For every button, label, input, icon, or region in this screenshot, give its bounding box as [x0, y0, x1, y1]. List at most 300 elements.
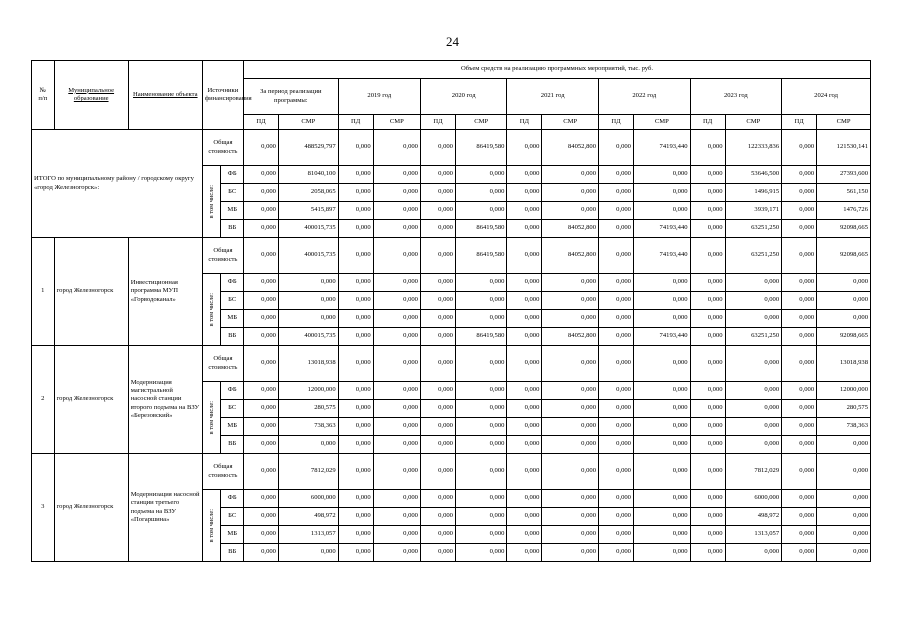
value-pd: 0,000 [782, 166, 817, 184]
value-pd: 0,000 [243, 238, 278, 274]
value-pd: 0,000 [243, 220, 278, 238]
subheader-smr: СМР [455, 115, 506, 130]
object-name: Модернизация магистральной насосной станции второго подъема на ВЗУ «Березовский» [128, 346, 202, 454]
value-smr: 86419,580 [455, 130, 506, 166]
value-pd: 0,000 [782, 292, 817, 310]
value-pd: 0,000 [782, 328, 817, 346]
value-pd: 0,000 [599, 328, 634, 346]
table-row [32, 346, 871, 382]
value-smr: 0,000 [373, 274, 420, 292]
subheader-smr: СМР [725, 115, 782, 130]
value-pd: 0,000 [782, 436, 817, 454]
value-smr: 0,000 [725, 400, 782, 418]
value-smr: 0,000 [455, 526, 506, 544]
value-pd: 0,000 [690, 508, 725, 526]
total-cost-label: Общая стоимость [202, 454, 243, 490]
value-pd: 0,000 [690, 292, 725, 310]
value-smr: 0,000 [455, 544, 506, 562]
source-code: ФБ [221, 274, 244, 292]
value-pd: 0,000 [507, 418, 542, 436]
col-header-volume: Объем средств на реализацию программных мероприятий, тыс. руб. [243, 61, 870, 79]
value-pd: 0,000 [690, 238, 725, 274]
value-smr: 0,000 [817, 490, 871, 508]
value-pd: 0,000 [782, 130, 817, 166]
value-smr: 0,000 [817, 526, 871, 544]
value-smr: 0,000 [373, 238, 420, 274]
value-smr: 0,000 [817, 274, 871, 292]
value-smr: 0,000 [455, 202, 506, 220]
value-smr: 0,000 [725, 310, 782, 328]
value-smr: 0,000 [373, 436, 420, 454]
value-smr: 74193,440 [633, 238, 690, 274]
value-smr: 738,363 [278, 418, 338, 436]
value-smr: 86419,580 [455, 328, 506, 346]
value-pd: 0,000 [507, 130, 542, 166]
value-pd: 0,000 [243, 508, 278, 526]
col-header-year: 2021 год [507, 79, 599, 115]
value-smr: 0,000 [817, 454, 871, 490]
value-pd: 0,000 [599, 202, 634, 220]
value-smr: 0,000 [817, 544, 871, 562]
value-smr: 0,000 [542, 310, 599, 328]
value-smr: 0,000 [542, 274, 599, 292]
value-smr: 0,000 [373, 382, 420, 400]
total-cost-label: Общая стоимость [202, 130, 243, 166]
value-pd: 0,000 [420, 310, 455, 328]
source-code: ВБ [221, 436, 244, 454]
value-pd: 0,000 [690, 454, 725, 490]
source-code: МБ [221, 418, 244, 436]
value-pd: 0,000 [338, 490, 373, 508]
value-pd: 0,000 [507, 184, 542, 202]
value-smr: 280,575 [278, 400, 338, 418]
value-pd: 0,000 [599, 130, 634, 166]
col-header-year: 2024 год [782, 79, 871, 115]
value-smr: 86419,580 [455, 220, 506, 238]
value-smr: 400015,735 [278, 220, 338, 238]
value-pd: 0,000 [599, 310, 634, 328]
value-pd: 0,000 [338, 418, 373, 436]
value-smr: 0,000 [542, 166, 599, 184]
value-smr: 0,000 [725, 436, 782, 454]
value-smr: 0,000 [633, 166, 690, 184]
value-smr: 0,000 [373, 418, 420, 436]
value-smr: 3939,171 [725, 202, 782, 220]
including-label-cell [202, 490, 221, 562]
value-smr: 0,000 [633, 418, 690, 436]
value-pd: 0,000 [599, 400, 634, 418]
value-pd: 0,000 [338, 130, 373, 166]
value-pd: 0,000 [782, 544, 817, 562]
value-pd: 0,000 [690, 130, 725, 166]
value-pd: 0,000 [690, 166, 725, 184]
subheader-pd: ПД [690, 115, 725, 130]
value-pd: 0,000 [338, 166, 373, 184]
value-smr: 498,972 [725, 508, 782, 526]
subheader-smr: СМР [278, 115, 338, 130]
value-smr: 0,000 [633, 400, 690, 418]
value-smr: 63251,250 [725, 238, 782, 274]
value-pd: 0,000 [420, 130, 455, 166]
value-pd: 0,000 [243, 544, 278, 562]
value-smr: 86419,580 [455, 238, 506, 274]
row-number: 1 [32, 238, 55, 346]
value-smr: 0,000 [373, 328, 420, 346]
value-pd: 0,000 [243, 490, 278, 508]
value-pd: 0,000 [507, 346, 542, 382]
value-smr: 92098,665 [817, 220, 871, 238]
value-smr: 0,000 [542, 400, 599, 418]
value-pd: 0,000 [338, 400, 373, 418]
value-pd: 0,000 [690, 418, 725, 436]
value-smr: 6000,000 [725, 490, 782, 508]
source-code: ФБ [221, 166, 244, 184]
value-smr: 0,000 [542, 544, 599, 562]
value-pd: 0,000 [243, 418, 278, 436]
value-smr: 7812,029 [725, 454, 782, 490]
table-row [32, 454, 871, 490]
value-pd: 0,000 [507, 220, 542, 238]
value-smr: 13018,938 [278, 346, 338, 382]
value-pd: 0,000 [690, 490, 725, 508]
value-pd: 0,000 [599, 490, 634, 508]
value-pd: 0,000 [782, 202, 817, 220]
value-pd: 0,000 [243, 328, 278, 346]
value-smr: 0,000 [373, 130, 420, 166]
value-pd: 0,000 [782, 238, 817, 274]
value-pd: 0,000 [338, 328, 373, 346]
value-pd: 0,000 [243, 382, 278, 400]
value-pd: 0,000 [420, 508, 455, 526]
value-pd: 0,000 [243, 202, 278, 220]
value-smr: 0,000 [373, 400, 420, 418]
source-code: БС [221, 508, 244, 526]
value-pd: 0,000 [420, 274, 455, 292]
value-smr: 0,000 [455, 346, 506, 382]
source-code: ВБ [221, 328, 244, 346]
including-label: в том числе: [207, 400, 215, 435]
value-smr: 84052,800 [542, 220, 599, 238]
value-smr: 2058,065 [278, 184, 338, 202]
col-header-year: 2023 год [690, 79, 782, 115]
col-header-year: 2019 год [338, 79, 420, 115]
value-pd: 0,000 [599, 346, 634, 382]
table-body [32, 130, 871, 562]
value-pd: 0,000 [243, 346, 278, 382]
value-pd: 0,000 [507, 508, 542, 526]
value-pd: 0,000 [507, 238, 542, 274]
col-header-object: Наименование объекта [128, 61, 202, 130]
value-smr: 0,000 [373, 544, 420, 562]
value-smr: 0,000 [542, 382, 599, 400]
value-pd: 0,000 [507, 490, 542, 508]
value-pd: 0,000 [420, 418, 455, 436]
value-smr: 12000,000 [817, 382, 871, 400]
value-pd: 0,000 [507, 310, 542, 328]
value-pd: 0,000 [420, 184, 455, 202]
value-pd: 0,000 [690, 436, 725, 454]
value-smr: 0,000 [542, 508, 599, 526]
including-label: в том числе: [207, 508, 215, 543]
row-number: 2 [32, 346, 55, 454]
value-smr: 0,000 [373, 184, 420, 202]
value-pd: 0,000 [690, 274, 725, 292]
value-smr: 0,000 [817, 292, 871, 310]
value-pd: 0,000 [599, 436, 634, 454]
value-smr: 0,000 [725, 274, 782, 292]
value-pd: 0,000 [420, 490, 455, 508]
value-smr: 0,000 [373, 526, 420, 544]
value-smr: 0,000 [542, 436, 599, 454]
value-smr: 92098,665 [817, 238, 871, 274]
value-smr: 6000,000 [278, 490, 338, 508]
value-smr: 0,000 [455, 274, 506, 292]
value-pd: 0,000 [507, 454, 542, 490]
municipality-name: город Железногорск [54, 454, 128, 562]
value-smr: 0,000 [455, 508, 506, 526]
value-pd: 0,000 [599, 220, 634, 238]
subheader-smr: СМР [373, 115, 420, 130]
value-smr: 0,000 [455, 454, 506, 490]
value-smr: 74193,440 [633, 130, 690, 166]
value-pd: 0,000 [338, 202, 373, 220]
value-pd: 0,000 [690, 328, 725, 346]
value-smr: 0,000 [633, 544, 690, 562]
value-pd: 0,000 [338, 238, 373, 274]
value-pd: 0,000 [420, 328, 455, 346]
value-smr: 0,000 [633, 454, 690, 490]
source-code: МБ [221, 310, 244, 328]
value-pd: 0,000 [338, 274, 373, 292]
value-pd: 0,000 [338, 310, 373, 328]
source-code: ФБ [221, 490, 244, 508]
source-code: БС [221, 400, 244, 418]
value-pd: 0,000 [420, 526, 455, 544]
value-smr: 0,000 [373, 508, 420, 526]
value-smr: 84052,800 [542, 238, 599, 274]
value-pd: 0,000 [690, 220, 725, 238]
municipality-name: город Железногорск [54, 346, 128, 454]
value-smr: 0,000 [542, 418, 599, 436]
value-smr: 738,363 [817, 418, 871, 436]
value-pd: 0,000 [599, 238, 634, 274]
value-smr: 561,150 [817, 184, 871, 202]
value-smr: 0,000 [633, 526, 690, 544]
value-smr: 0,000 [373, 490, 420, 508]
value-pd: 0,000 [338, 436, 373, 454]
value-smr: 74193,440 [633, 220, 690, 238]
value-smr: 0,000 [373, 220, 420, 238]
value-pd: 0,000 [420, 454, 455, 490]
value-smr: 0,000 [725, 292, 782, 310]
value-pd: 0,000 [782, 274, 817, 292]
value-pd: 0,000 [690, 382, 725, 400]
value-smr: 84052,800 [542, 130, 599, 166]
including-label-cell [202, 274, 221, 346]
source-code: ФБ [221, 382, 244, 400]
value-smr: 1313,057 [725, 526, 782, 544]
value-smr: 0,000 [373, 202, 420, 220]
value-smr: 0,000 [455, 490, 506, 508]
value-smr: 0,000 [542, 184, 599, 202]
value-pd: 0,000 [690, 400, 725, 418]
value-pd: 0,000 [338, 292, 373, 310]
value-pd: 0,000 [690, 526, 725, 544]
value-smr: 0,000 [633, 184, 690, 202]
col-header-year: 2022 год [599, 79, 691, 115]
value-smr: 0,000 [455, 166, 506, 184]
value-smr: 0,000 [542, 526, 599, 544]
value-smr: 0,000 [633, 346, 690, 382]
total-cost-label: Общая стоимость [202, 346, 243, 382]
subheader-pd: ПД [507, 115, 542, 130]
value-pd: 0,000 [420, 238, 455, 274]
value-pd: 0,000 [782, 346, 817, 382]
value-pd: 0,000 [782, 418, 817, 436]
col-header-year: 2020 год [420, 79, 506, 115]
value-smr: 0,000 [278, 544, 338, 562]
value-pd: 0,000 [420, 382, 455, 400]
value-smr: 13018,938 [817, 346, 871, 382]
including-label-cell [202, 166, 221, 238]
value-smr: 121530,141 [817, 130, 871, 166]
value-pd: 0,000 [507, 382, 542, 400]
group-title: ИТОГО по муниципальному району / городскому округу «город Железногорск»: [32, 130, 203, 238]
value-pd: 0,000 [599, 454, 634, 490]
col-header-sources: Источники финансирования [202, 61, 243, 130]
value-pd: 0,000 [507, 274, 542, 292]
value-smr: 0,000 [455, 418, 506, 436]
value-smr: 0,000 [373, 166, 420, 184]
value-smr: 92098,665 [817, 328, 871, 346]
value-smr: 27393,600 [817, 166, 871, 184]
value-smr: 81040,100 [278, 166, 338, 184]
source-code: ВБ [221, 544, 244, 562]
value-smr: 280,575 [817, 400, 871, 418]
value-pd: 0,000 [338, 346, 373, 382]
value-smr: 74193,440 [633, 328, 690, 346]
value-smr: 0,000 [633, 274, 690, 292]
value-pd: 0,000 [243, 166, 278, 184]
value-smr: 0,000 [542, 292, 599, 310]
subheader-smr: СМР [817, 115, 871, 130]
value-pd: 0,000 [338, 508, 373, 526]
table-row [32, 130, 871, 166]
value-smr: 0,000 [373, 292, 420, 310]
value-pd: 0,000 [243, 526, 278, 544]
value-smr: 63251,250 [725, 220, 782, 238]
value-smr: 0,000 [542, 490, 599, 508]
value-pd: 0,000 [599, 292, 634, 310]
value-smr: 0,000 [817, 310, 871, 328]
object-name: Инвестиционная программа МУП «Горводоканал» [128, 238, 202, 346]
source-code: ВБ [221, 220, 244, 238]
value-smr: 0,000 [278, 310, 338, 328]
subheader-smr: СМР [633, 115, 690, 130]
value-smr: 12000,000 [278, 382, 338, 400]
value-pd: 0,000 [507, 166, 542, 184]
source-code: БС [221, 292, 244, 310]
value-smr: 0,000 [455, 292, 506, 310]
value-smr: 0,000 [542, 202, 599, 220]
value-smr: 0,000 [542, 454, 599, 490]
object-name: Модернизация насосной станции третьего подъема на ВЗУ «Погаршина» [128, 454, 202, 562]
source-code: МБ [221, 202, 244, 220]
page-number: 24 [446, 34, 459, 49]
value-smr: 0,000 [278, 274, 338, 292]
municipality-name: город Железногорск [54, 238, 128, 346]
value-smr: 0,000 [455, 400, 506, 418]
value-pd: 0,000 [243, 184, 278, 202]
including-label-cell [202, 382, 221, 454]
value-smr: 0,000 [633, 382, 690, 400]
value-pd: 0,000 [782, 310, 817, 328]
value-smr: 0,000 [633, 310, 690, 328]
value-pd: 0,000 [782, 382, 817, 400]
value-smr: 0,000 [373, 346, 420, 382]
value-smr: 63251,250 [725, 328, 782, 346]
value-smr: 0,000 [633, 436, 690, 454]
value-smr: 0,000 [278, 292, 338, 310]
value-pd: 0,000 [420, 400, 455, 418]
value-smr: 0,000 [633, 490, 690, 508]
value-smr: 1496,915 [725, 184, 782, 202]
value-smr: 84052,800 [542, 328, 599, 346]
value-pd: 0,000 [420, 544, 455, 562]
value-smr: 400015,735 [278, 238, 338, 274]
col-header-period: За период реализации программы: [243, 79, 338, 115]
value-smr: 1476,726 [817, 202, 871, 220]
row-number: 3 [32, 454, 55, 562]
value-pd: 0,000 [420, 436, 455, 454]
value-pd: 0,000 [338, 544, 373, 562]
value-pd: 0,000 [243, 274, 278, 292]
including-label: в том числе: [207, 292, 215, 327]
table-row [32, 238, 871, 274]
value-pd: 0,000 [243, 454, 278, 490]
value-smr: 488529,797 [278, 130, 338, 166]
subheader-pd: ПД [338, 115, 373, 130]
value-smr: 0,000 [725, 382, 782, 400]
value-smr: 0,000 [817, 508, 871, 526]
value-pd: 0,000 [507, 202, 542, 220]
program-funding-table [31, 60, 871, 562]
subheader-pd: ПД [243, 115, 278, 130]
source-code: МБ [221, 526, 244, 544]
value-pd: 0,000 [690, 346, 725, 382]
value-smr: 0,000 [725, 418, 782, 436]
value-pd: 0,000 [782, 220, 817, 238]
value-pd: 0,000 [507, 526, 542, 544]
value-pd: 0,000 [243, 310, 278, 328]
value-smr: 0,000 [633, 292, 690, 310]
value-pd: 0,000 [507, 544, 542, 562]
value-smr: 1313,057 [278, 526, 338, 544]
value-pd: 0,000 [782, 490, 817, 508]
value-smr: 0,000 [725, 346, 782, 382]
subheader-pd: ПД [599, 115, 634, 130]
value-pd: 0,000 [420, 220, 455, 238]
value-pd: 0,000 [599, 184, 634, 202]
value-pd: 0,000 [507, 328, 542, 346]
value-smr: 5415,897 [278, 202, 338, 220]
value-smr: 400015,735 [278, 328, 338, 346]
value-smr: 0,000 [633, 202, 690, 220]
value-smr: 498,972 [278, 508, 338, 526]
value-smr: 0,000 [455, 184, 506, 202]
value-pd: 0,000 [599, 418, 634, 436]
total-cost-label: Общая стоимость [202, 238, 243, 274]
